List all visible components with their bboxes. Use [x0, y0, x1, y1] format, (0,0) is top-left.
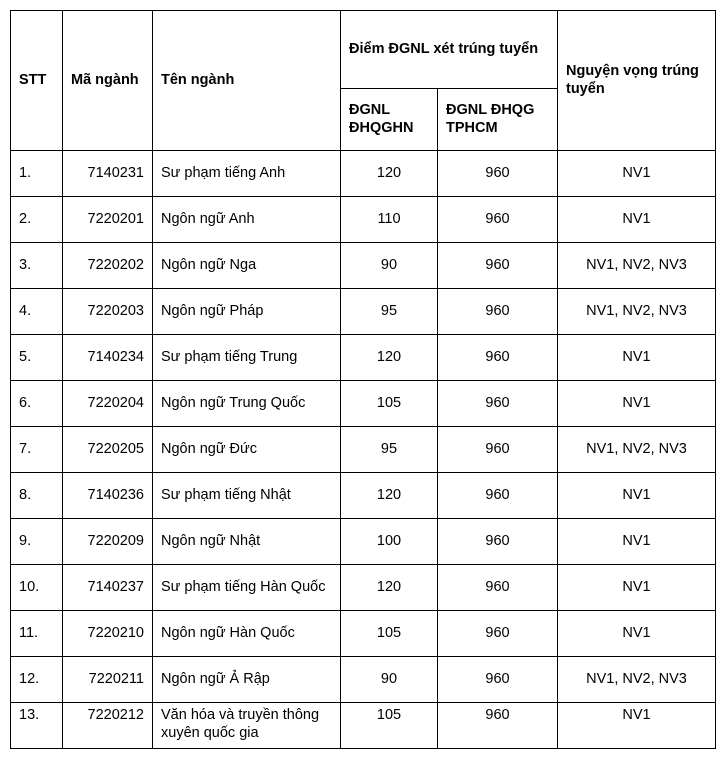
cell-diem-dhqg-tphcm: 960 [438, 611, 558, 657]
cell-diem-dhqg-tphcm: 960 [438, 335, 558, 381]
cell-ma-nganh: 7220212 [63, 703, 153, 749]
cell-ten-nganh: Ngôn ngữ Ả Rập [153, 657, 341, 703]
cell-diem-dhqg-tphcm: 960 [438, 565, 558, 611]
cell-stt: 6. [11, 381, 63, 427]
cell-nguyen-vong: NV1, NV2, NV3 [558, 427, 716, 473]
cell-stt: 12. [11, 657, 63, 703]
cell-nguyen-vong: NV1 [558, 151, 716, 197]
cell-diem-dhqghn: 120 [341, 473, 438, 519]
cell-ma-nganh: 7140237 [63, 565, 153, 611]
cell-ma-nganh: 7220210 [63, 611, 153, 657]
cell-stt: 7. [11, 427, 63, 473]
admission-scores-table [10, 10, 716, 749]
cell-ma-nganh: 7140234 [63, 335, 153, 381]
cell-ma-nganh: 7220211 [63, 657, 153, 703]
table-row [11, 611, 716, 657]
cell-ten-nganh: Sư phạm tiếng Trung [153, 335, 341, 381]
table-row [11, 473, 716, 519]
cell-diem-dhqg-tphcm: 960 [438, 657, 558, 703]
cell-diem-dhqg-tphcm: 960 [438, 703, 558, 749]
table-row [11, 197, 716, 243]
cell-nguyen-vong: NV1, NV2, NV3 [558, 657, 716, 703]
table-row [11, 289, 716, 335]
column-header-stt: STT [11, 11, 63, 151]
table-row [11, 335, 716, 381]
table-row [11, 243, 716, 289]
cell-diem-dhqg-tphcm: 960 [438, 289, 558, 335]
cell-ten-nganh: Sư phạm tiếng Nhật [153, 473, 341, 519]
column-header-ma-nganh: Mã ngành [63, 11, 153, 151]
cell-nguyen-vong: NV1, NV2, NV3 [558, 243, 716, 289]
header-row-primary [11, 11, 716, 89]
cell-diem-dhqghn: 110 [341, 197, 438, 243]
column-header-diem-dhqghn: ĐGNL ĐHQGHN [341, 89, 438, 151]
cell-diem-dhqg-tphcm: 960 [438, 427, 558, 473]
cell-stt: 8. [11, 473, 63, 519]
column-header-diem-dhqg-tphcm: ĐGNL ĐHQG TPHCM [438, 89, 558, 151]
cell-diem-dhqg-tphcm: 960 [438, 381, 558, 427]
cell-stt: 13. [11, 703, 63, 749]
cell-stt: 3. [11, 243, 63, 289]
cell-ten-nganh: Sư phạm tiếng Hàn Quốc [153, 565, 341, 611]
cell-diem-dhqg-tphcm: 960 [438, 519, 558, 565]
cell-ten-nganh: Ngôn ngữ Nhật [153, 519, 341, 565]
cell-nguyen-vong: NV1 [558, 519, 716, 565]
cell-ma-nganh: 7220201 [63, 197, 153, 243]
cell-diem-dhqghn: 100 [341, 519, 438, 565]
column-header-ten-nganh: Tên ngành [153, 11, 341, 151]
cell-ma-nganh: 7220202 [63, 243, 153, 289]
cell-nguyen-vong: NV1 [558, 611, 716, 657]
cell-ten-nganh: Ngôn ngữ Pháp [153, 289, 341, 335]
cell-diem-dhqg-tphcm: 960 [438, 151, 558, 197]
cell-nguyen-vong: NV1, NV2, NV3 [558, 289, 716, 335]
cell-diem-dhqg-tphcm: 960 [438, 473, 558, 519]
cell-diem-dhqg-tphcm: 960 [438, 243, 558, 289]
cell-nguyen-vong: NV1 [558, 473, 716, 519]
table-row [11, 427, 716, 473]
cell-stt: 5. [11, 335, 63, 381]
table-header [11, 11, 716, 151]
cell-ma-nganh: 7140236 [63, 473, 153, 519]
cell-diem-dhqghn: 105 [341, 381, 438, 427]
cell-ten-nganh: Ngôn ngữ Anh [153, 197, 341, 243]
column-header-diem-group: Điểm ĐGNL xét trúng tuyển [341, 11, 558, 89]
table-row [11, 519, 716, 565]
cell-nguyen-vong: NV1 [558, 565, 716, 611]
cell-nguyen-vong: NV1 [558, 703, 716, 749]
cell-nguyen-vong: NV1 [558, 197, 716, 243]
cell-stt: 11. [11, 611, 63, 657]
cell-ten-nganh: Ngôn ngữ Nga [153, 243, 341, 289]
cell-diem-dhqghn: 90 [341, 657, 438, 703]
cell-ma-nganh: 7220205 [63, 427, 153, 473]
cell-ma-nganh: 7220204 [63, 381, 153, 427]
cell-ten-nganh: Sư phạm tiếng Anh [153, 151, 341, 197]
cell-diem-dhqghn: 95 [341, 427, 438, 473]
column-header-nguyen-vong: Nguyện vọng trúng tuyển [558, 11, 716, 151]
cell-diem-dhqghn: 105 [341, 703, 438, 749]
cell-diem-dhqg-tphcm: 960 [438, 197, 558, 243]
cell-ten-nganh: Văn hóa và truyền thông xuyên quốc gia [153, 703, 341, 749]
cell-stt: 10. [11, 565, 63, 611]
cell-nguyen-vong: NV1 [558, 335, 716, 381]
cell-ma-nganh: 7140231 [63, 151, 153, 197]
cell-stt: 9. [11, 519, 63, 565]
cell-diem-dhqghn: 95 [341, 289, 438, 335]
cell-stt: 2. [11, 197, 63, 243]
table-body [11, 151, 716, 749]
cell-diem-dhqghn: 105 [341, 611, 438, 657]
table-row [11, 703, 716, 749]
table-row [11, 657, 716, 703]
cell-diem-dhqghn: 120 [341, 151, 438, 197]
cell-stt: 4. [11, 289, 63, 335]
cell-ma-nganh: 7220203 [63, 289, 153, 335]
cell-ma-nganh: 7220209 [63, 519, 153, 565]
cell-diem-dhqghn: 120 [341, 335, 438, 381]
cell-ten-nganh: Ngôn ngữ Đức [153, 427, 341, 473]
cell-nguyen-vong: NV1 [558, 381, 716, 427]
table-row [11, 381, 716, 427]
cell-diem-dhqghn: 120 [341, 565, 438, 611]
cell-stt: 1. [11, 151, 63, 197]
cell-ten-nganh: Ngôn ngữ Hàn Quốc [153, 611, 341, 657]
cell-diem-dhqghn: 90 [341, 243, 438, 289]
table-row [11, 565, 716, 611]
table-row [11, 151, 716, 197]
cell-ten-nganh: Ngôn ngữ Trung Quốc [153, 381, 341, 427]
